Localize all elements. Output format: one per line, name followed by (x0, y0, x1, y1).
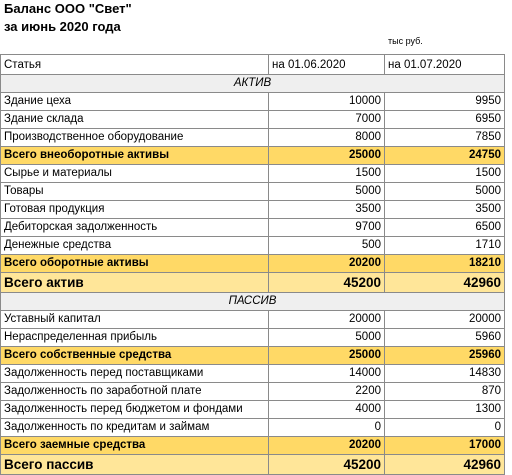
value-07-01: 6500 (385, 219, 505, 237)
row-label: Всего собственные средства (1, 347, 269, 365)
row-label: Дебиторская задолженность (1, 219, 269, 237)
value-07-01: 0 (385, 419, 505, 437)
table-row (1, 401, 505, 419)
row-label: Задолженность перед поставщиками (1, 365, 269, 383)
table-row (1, 237, 505, 255)
value-07-01: 42960 (385, 273, 505, 293)
table-row (1, 201, 505, 219)
value-06-01: 2200 (269, 383, 385, 401)
row-label: Готовая продукция (1, 201, 269, 219)
table-row (1, 183, 505, 201)
value-06-01: 9700 (269, 219, 385, 237)
value-06-01: 45200 (269, 455, 385, 475)
row-label: Всего заемные средства (1, 437, 269, 455)
header-row (1, 55, 505, 75)
value-07-01: 1710 (385, 237, 505, 255)
section-label: ПАССИВ (1, 293, 505, 311)
value-07-01: 5000 (385, 183, 505, 201)
table-row (1, 93, 505, 111)
value-06-01: 10000 (269, 93, 385, 111)
section-row (1, 75, 505, 93)
row-label: Задолженность перед бюджетом и фондами (1, 401, 269, 419)
row-label: Производственное оборудование (1, 129, 269, 147)
value-06-01: 20200 (269, 255, 385, 273)
units-label: тыс руб. (388, 36, 423, 46)
row-label: Всего актив (1, 273, 269, 293)
row-label: Денежные средства (1, 237, 269, 255)
section-label: АКТИВ (1, 75, 505, 93)
value-06-01: 5000 (269, 329, 385, 347)
table-row (1, 129, 505, 147)
value-07-01: 42960 (385, 455, 505, 475)
table-row (1, 219, 505, 237)
header-item: Статья (1, 55, 269, 75)
value-06-01: 500 (269, 237, 385, 255)
value-06-01: 5000 (269, 183, 385, 201)
row-label: Сырье и материалы (1, 165, 269, 183)
value-06-01: 20200 (269, 437, 385, 455)
header-date-2: на 01.07.2020 (385, 55, 505, 75)
subtotal-row (1, 347, 505, 365)
value-07-01: 9950 (385, 93, 505, 111)
row-label: Здание цеха (1, 93, 269, 111)
table-row (1, 419, 505, 437)
subtotal-row (1, 437, 505, 455)
balance-table (0, 54, 505, 475)
value-06-01: 0 (269, 419, 385, 437)
section-row (1, 293, 505, 311)
value-07-01: 18210 (385, 255, 505, 273)
value-07-01: 3500 (385, 201, 505, 219)
document-title: Баланс ООО "Свет" (4, 1, 132, 16)
value-07-01: 14830 (385, 365, 505, 383)
row-label: Нераспределенная прибыль (1, 329, 269, 347)
value-06-01: 8000 (269, 129, 385, 147)
row-label: Всего оборотные активы (1, 255, 269, 273)
value-07-01: 25960 (385, 347, 505, 365)
value-07-01: 20000 (385, 311, 505, 329)
value-06-01: 1500 (269, 165, 385, 183)
value-07-01: 5960 (385, 329, 505, 347)
table-row (1, 111, 505, 129)
grand-total-row (1, 273, 505, 293)
value-06-01: 20000 (269, 311, 385, 329)
value-07-01: 6950 (385, 111, 505, 129)
value-06-01: 4000 (269, 401, 385, 419)
grand-total-row (1, 455, 505, 475)
row-label: Уставный капитал (1, 311, 269, 329)
table-row (1, 365, 505, 383)
row-label: Задолженность по заработной плате (1, 383, 269, 401)
table-row (1, 311, 505, 329)
value-06-01: 3500 (269, 201, 385, 219)
header-date-1: на 01.06.2020 (269, 55, 385, 75)
table-row (1, 383, 505, 401)
value-07-01: 24750 (385, 147, 505, 165)
value-06-01: 45200 (269, 273, 385, 293)
value-07-01: 870 (385, 383, 505, 401)
value-07-01: 7850 (385, 129, 505, 147)
value-07-01: 17000 (385, 437, 505, 455)
row-label: Товары (1, 183, 269, 201)
table-row (1, 329, 505, 347)
value-06-01: 14000 (269, 365, 385, 383)
value-07-01: 1300 (385, 401, 505, 419)
row-label: Всего пассив (1, 455, 269, 475)
value-06-01: 7000 (269, 111, 385, 129)
row-label: Задолженность по кредитам и займам (1, 419, 269, 437)
subtotal-row (1, 255, 505, 273)
value-06-01: 25000 (269, 147, 385, 165)
table-row (1, 165, 505, 183)
value-06-01: 25000 (269, 347, 385, 365)
document-period: за июнь 2020 года (4, 19, 121, 34)
row-label: Здание склада (1, 111, 269, 129)
row-label: Всего внеоборотные активы (1, 147, 269, 165)
subtotal-row (1, 147, 505, 165)
value-07-01: 1500 (385, 165, 505, 183)
